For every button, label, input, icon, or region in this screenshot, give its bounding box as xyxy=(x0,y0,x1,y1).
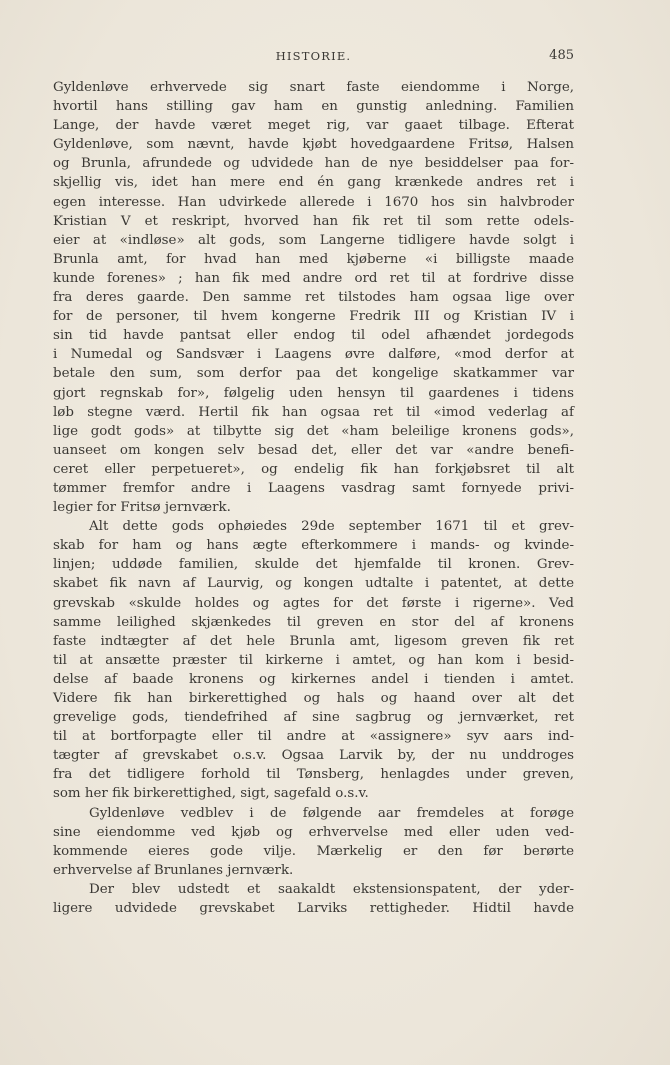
text-line: eier at «indløse» alt gods, som Langerne tidligere havde solgt i xyxy=(53,232,574,248)
text-line: sine eiendomme ved kjøb og erhvervelse med eller uden ved- xyxy=(53,824,574,840)
text-line: for de personer, til hvem kongerne Fredrik III og Kristian IV i xyxy=(53,309,574,325)
text-line: til at bortforpagte eller til andre at «assignere» syv aars ind- xyxy=(53,729,574,745)
text-line: gjort regnskab for», følgelig uden hensyn til gaardenes i tidens xyxy=(53,385,574,401)
text-line: hvortil hans stilling gav ham en gunstig anledning. Familien xyxy=(53,99,574,115)
text-line: uanseet om kongen selv besad det, eller det var «andre benefi- xyxy=(53,442,574,458)
running-head xyxy=(53,46,574,66)
text-line: legier for Fritsø jernværk. xyxy=(53,500,231,516)
text-line: sin tid havde pantsat eller endog til odel afhændet jordegods xyxy=(53,328,574,344)
paragraph-3 xyxy=(53,804,574,880)
text-line: og Brunla, afrundede og udvidede han de nye besiddelser paa for- xyxy=(53,156,574,172)
text-line: samme leilighed skjænkedes til greven en stor del af kronens xyxy=(53,614,574,630)
text-line: fra det tidligere forhold til Tønsberg, henlagdes under greven, xyxy=(53,767,574,783)
body-text xyxy=(53,78,574,918)
paragraph-2 xyxy=(53,517,574,803)
paragraph-4 xyxy=(53,880,574,918)
text-line: Gyldenløve erhvervede sig snart faste eiendomme i Norge, xyxy=(53,80,574,95)
text-line: Gyldenløve, som nævnt, havde kjøbt hovedgaardene Fritsø, Halsen xyxy=(53,137,574,153)
text-line: skjellig vis, idet han mere end én gang krænkede andres ret i xyxy=(53,175,574,191)
text-line: lige godt gods» at tilbytte sig det «ham beleilige kronens gods», xyxy=(53,423,574,439)
text-line: betale den sum, som derfor paa det kongelige skatkammer var xyxy=(53,366,574,382)
text-line: Gyldenløve vedblev i de følgende aar fremdeles at forøge xyxy=(89,805,574,821)
text-line: tægter af grevskabet o.s.v. Ogsaa Larvik by, der nu unddroges xyxy=(53,748,574,764)
text-line: delse af baade kronens og kirkernes andel i tienden i amtet. xyxy=(53,671,574,687)
running-title: HISTORIE. xyxy=(275,49,352,63)
text-line: i Numedal og Sandsvær i Laagens øvre dalføre, «mod derfor at xyxy=(53,347,574,363)
text-line: Brunla amt, for hvad han med kjøberne «i billigste maade xyxy=(53,251,574,267)
page-number: 485 xyxy=(549,48,574,63)
text-line: som her fik birkerettighed, sigt, sagefald o.s.v. xyxy=(53,786,369,802)
text-line: egen interesse. Han udvirkede allerede i 1670 hos sin halvbroder xyxy=(53,194,574,210)
text-line: kommende eieres gode vilje. Mærkelig er den før berørte xyxy=(53,843,574,859)
text-line: Videre fik han birkerettighed og hals og haand over alt det xyxy=(53,691,574,706)
text-line: grevelige gods, tiendefrihed af sine sagbrug og jernværket, ret xyxy=(53,710,574,726)
text-line: løb stegne værd. Hertil fik han ogsaa ret til «imod vederlag af xyxy=(53,404,574,420)
text-line: grevskab «skulde holdes og agtes for det første i rigerne». Ved xyxy=(53,595,574,611)
text-line: fra deres gaarde. Den samme ret tilstodes ham ogsaa lige over xyxy=(53,290,574,306)
text-line: ceret eller perpetueret», og endelig fik han forkjøbsret til alt xyxy=(53,461,574,477)
text-line: linjen; uddøde familien, skulde det hjemfalde til kronen. Grev- xyxy=(53,557,574,573)
text-line: faste indtægter af det hele Brunla amt, ligesom greven fik ret xyxy=(53,633,574,649)
text-line: Lange, der havde været meget rig, var gaaet tilbage. Efterat xyxy=(53,118,574,134)
text-line: ligere udvidede grevskabet Larviks rettigheder. Hidtil havde xyxy=(53,901,574,917)
text-line: til at ansætte præster til kirkerne i amtet, og han kom i besid- xyxy=(53,652,574,668)
text-line: Alt dette gods ophøiedes 29de september 1671 til et grev- xyxy=(89,519,574,535)
paragraph-1 xyxy=(53,78,574,517)
text-line: Kristian V et reskript, hvorved han fik ret til som rette odels- xyxy=(53,213,574,229)
text-line: tømmer fremfor andre i Laagens vasdrag samt fornyede privi- xyxy=(53,480,574,496)
text-line: kunde forenes» ; han fik med andre ord ret til at fordrive disse xyxy=(53,270,574,286)
text-line: erhvervelse af Brunlanes jernværk. xyxy=(53,862,294,878)
text-line: skab for ham og hans ægte efterkommere i mands- og kvinde- xyxy=(53,538,574,554)
text-line: Der blev udstedt et saakaldt ekstensionspatent, der yder- xyxy=(89,881,574,897)
text-line: skabet fik navn af Laurvig, og kongen udtalte i patentet, at dette xyxy=(53,576,574,592)
